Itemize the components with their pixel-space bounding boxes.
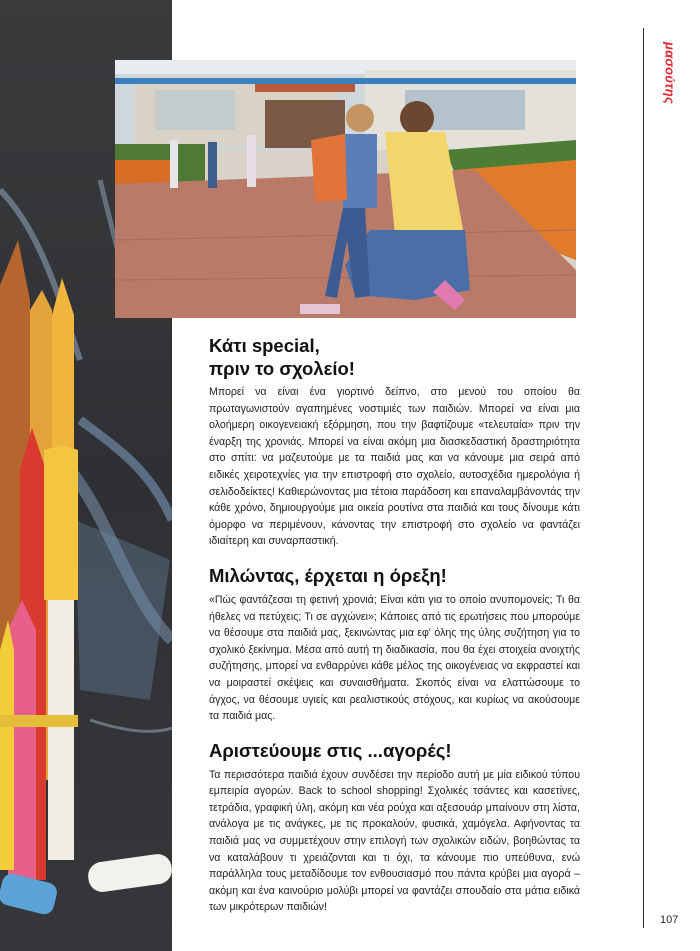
section-heading-shopping: Αριστεύουμε στις ...αγορές! — [209, 739, 452, 761]
article-body — [209, 334, 580, 916]
photo-mother-kissing-child-at-school-icon — [115, 60, 576, 318]
brand-logo — [662, 28, 678, 118]
brand-name: μασούτης — [662, 42, 678, 104]
article-photo — [115, 60, 576, 318]
page-number: 107 — [660, 914, 679, 926]
article-intro-paragraph: Μπορεί να είναι ένα γιορτινό δείπνο, στο μενού του οποίου θα πρωταγωνιστούν αγαπημένες νοστιμιές των παιδιών. Μπορεί να είναι μια ολοήμερη οικογενειακή εξόρμηση, που την βαφτίζουμε «τελευταία» πριν την έναρξη της χρονιάς. Μπορεί να είναι ακόμη μια διασκεδαστική δραστηριότητα στο σπίτι: να μαζευτούμε με τα παιδιά μας και να κάνουμε μια σειρά από ειδικές χειροτεχνίες για την επιστροφή στο σχολείο, αυτοσχέδια ημερολόγια ή σελιδοδείκτες! Καθιερώνοντας μια τέτοια παράδοση και επαναλαμβάνοντάς την κάθε χρόνο, δημιουργούμε μια οικεία ρουτίνα στα παιδιά και τους δίνουμε κάτι όμορφο να περιμένουν, κάνοντας την επιστροφή στο σχολείο να φαντάζει ιδιαίτερη και συναρπαστική. — [209, 386, 580, 548]
article-title — [209, 334, 580, 380]
article-title-line1: Κάτι special, — [209, 335, 320, 356]
section-paragraph-shopping: Τα περισσότερα παιδιά έχουν συνδέσει την περίοδο αυτή με μία ειδικού τύπου εμπειρία αγορών. Back to school shopping! Σχολικές τσάντες και κασετίνες, τετράδια, γραφική ύλη, ακόμη και νέα ρούχα και αξεσουάρ μπαίνουν στη λίστα, ανάλογα με τις ανάγκες, με τις προκαλούν, φυσικά, χαμόγελα. Αφήνοντας τα παιδιά μας να συμμετέχουν στην επιλογή των σχολικών ειδών, βοηθώντας τα να καταλάβουν τι χρειάζονται και τι όχι, τα κάνουμε πιο υπεύθυνα, ενώ παράλληλα τους μεταδίδουμε τον ενθουσιασμό που πάντα κρύβει μια αγορά – ακόμη και ένα καινούριο μολύβι μπορεί να φαντάζει σπουδαίο στα μάτια ειδικά των μικρότερων παιδιών! — [209, 768, 580, 914]
vertical-divider — [643, 28, 644, 928]
section-paragraph-talking: «Πώς φαντάζεσαι τη φετινή χρονιά; Είναι κάτι για το οποίο ανυπομονείς; Τι θα ήθελες να πετύχεις; Τι σε αγχώνει»; Κάποιες από τις ερωτήσεις που μπορούμε να θέσουμε στα παιδιά μας, ξεκινώντας μια εφ' όλης της ύλης συζήτηση για το σχολικό ξεκίνημα. Μέσα από αυτή τη διαδικασία, που θα έχει στοιχεία ανοιχτής συζήτησης, μπορεί να ενθαρρύνει κάθε μέλος της οικογένειας να εκφραστεί και να μοιραστεί σκέψεις και συναισθήματα. Σκοπός είναι να ελαττώσουμε το άγχος, να θέσουμε υγιείς και ρεαλιστικούς στόχους, και κυρίως να ακούσουμε τα παιδιά μας. — [209, 593, 580, 723]
section-heading-talking: Μιλώντας, έρχεται η όρεξη! — [209, 564, 447, 586]
article-title-line2: πριν το σχολείο! — [209, 358, 355, 379]
